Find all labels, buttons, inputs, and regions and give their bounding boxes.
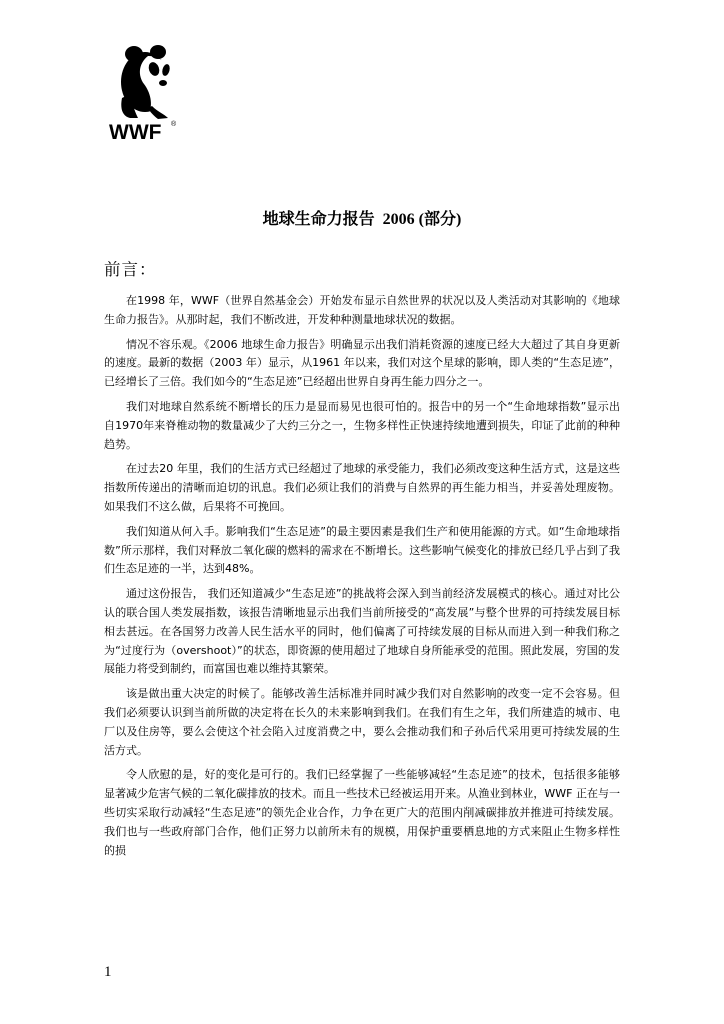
- page-number: 1: [104, 964, 112, 980]
- paragraph: 我们对地球自然系统不断增长的压力是显而易见也很可怕的。报告中的另一个“生命地球指数”显示出自1970年来脊椎动物的数量减少了大约三分之一，生物多样性正快速持续地遭到损失，印证了此前的种种趋势。: [104, 399, 620, 451]
- paragraph: 在1998 年，WWF（世界自然基金会）开始发布显示自然世界的状况以及人类活动对其影响的《地球生命力报告》。从那时起，我们不断改进，开发种种测量地球状况的数据。: [104, 294, 620, 326]
- body-text: [104, 292, 620, 866]
- report-title-year: 2006 (部分): [382, 211, 462, 228]
- paragraph: 通过这份报告， 我们还知道减少“生态足迹”的挑战将会深入到当前经济发展模式的核心。通过对比公认的联合国人类发展指数，该报告清晰地显示出我们当前所接受的“高发展”与整个世界的可持续发展目标相去甚远。在各国努力改善人民生活水平的同时，他们偏离了可持续发展的目标从而进入到一种我们称之为“过度行为（overshoot）”的状态，即资源的使用超过了地球自身所能承受的范围。照此发展，穷国的发展能力将受到制约，而富国也难以维持其繁荣。: [104, 587, 620, 676]
- paragraph: 我们知道从何入手。影响我们“生态足迹”的最主要因素是我们生产和使用能源的方式。如“生命地球指数”所示那样，我们对释放二氧化碳的燃料的需求在不断增长。这些影响气候变化的排放已经几乎占到了我们生态足迹的一半，达到48%。: [104, 524, 620, 576]
- paragraph: 情况不容乐观。《2006 地球生命力报告》明确显示出我们消耗资源的速度已经大大超过了其自身更新的速度。最新的数据（2003 年）显示，从1961 年以来，我们对这个星球的影响，即人类的“生态足迹”，已经增长了三倍。我们如今的“生态足迹”已经超出世界自身再生能力四分之一。: [104, 337, 620, 389]
- report-title-main: 地球生命力报告: [262, 209, 375, 228]
- panda-icon: [108, 42, 180, 144]
- registered-mark: ®: [171, 121, 177, 128]
- logo-text: WWF: [109, 121, 162, 144]
- section-heading: 前言：: [104, 260, 157, 279]
- paragraph: 在过去20 年里，我们的生活方式已经超过了地球的承受能力，我们必须改变这种生活方式，这是这些指数所传递出的清晰而迫切的讯息。我们必须让我们的消费与自然界的再生能力相当，并妥善处理废物。如果我们不这么做，后果将不可挽回。: [104, 462, 620, 513]
- paragraph: 令人欣慰的是，好的变化是可行的。我们已经掌握了一些能够减轻“生态足迹”的技术，包括很多能够显著减少危害气候的二氧化碳排放的技术。而且一些技术已经被运用开来。从渔业到林业，WWF 正在与一些切实采取行动减轻“生态足迹”的领先企业合作，力争在更广大的范围内削减碳排放并推进可持续发展。我们也与一些政府部门合作，他们正努力以前所未有的规模，用保护重要栖息地的方式来阻止生物多样性的损: [104, 768, 620, 857]
- paragraph: 该是做出重大决定的时候了。能够改善生活标准并同时减少我们对自然影响的改变一定不会容易。但我们必须要认识到当前所做的决定将在长久的未来影响到我们。在我们有生之年，我们所建造的城市、电厂以及住房等，要么会使这个社会陷入过度消费之中，要么会推动我们和子孙后代采用更可持续发展的生活方式。: [104, 687, 620, 757]
- report-title: [0, 206, 724, 229]
- wwf-logo: [108, 42, 180, 144]
